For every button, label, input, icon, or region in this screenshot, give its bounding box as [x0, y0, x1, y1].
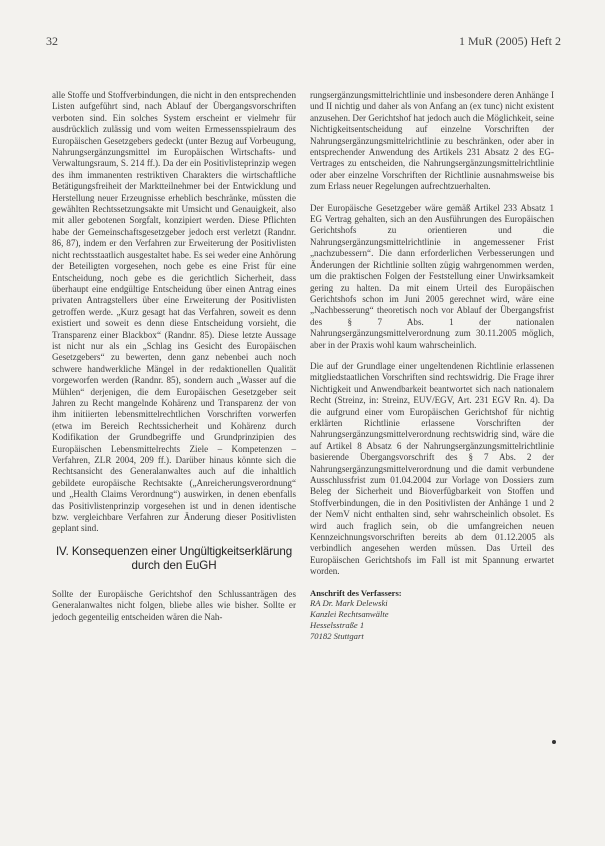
author-heading: Anschrift des Verfassers: — [310, 587, 402, 598]
right-column — [310, 90, 554, 642]
author-line: RA Dr. Mark Delewski — [310, 598, 388, 609]
section-heading: IV. Konsequenzen einer Ungültigkeitserklärung durch den EuGH — [55, 544, 293, 572]
author-line: 70182 Stuttgart — [310, 630, 364, 641]
body-paragraph: Der Europäische Gesetzgeber wäre gemäß Artikel 233 Absatz 1 EG Vertrag gehalten, sich an den Ausführungen des Europäischen Gerichtshofs zu orientieren und die Nahrungsergänzungsmittelrichtlinie in angemessener Frist „nachzubessern“. Die dann erforderlichen Verbesserungen und Änderungen der Richtlinie sollten zügig wahrgenommen werden, um die praktischen Folgen der Feststellung einer Unwirksamkeit gering zu halten. Da mit einem Urteil des Europäischen Gerichtshofs schon im Juni 2005 gerechnet wird, wäre eine „Nachbesserung“ theoretisch noch vor Ablauf der Übergangsfrist des § 7 Abs. 1 der nationalen Nahrungsergänzungsmittelverordnung zum 30.11.2005 möglich, aber in der Praxis wohl kaum wahrscheinlich. — [310, 202, 554, 350]
page-number: 32 — [46, 34, 58, 48]
body-paragraph: rungsergänzungsmittelrichtlinie und insbesondere deren Anhänge I und II nichtig und daher als von Anfang an (ex tunc) nicht existent anzusehen. Der Gerichtshof hat jedoch auch die Möglichkeit, seine Nichtigkeitsentscheidung auf einzelne Vorschriften der Nahrungsergänzungsmittelrichtlinie zu beschränken, oder aber in entsprechender Anwendung des Artikels 231 Absatz 2 des EG-Vertrages zu entscheiden, die Nahrungsergänzungsmittelrichtlinie oder aber einzelne Vorschriften der Richtlinie ausnahmsweise bis zum Erlass neuer Regelungen aufrechtzuerhalten. — [310, 90, 554, 192]
body-paragraph: alle Stoffe und Stoffverbindungen, die nicht in den entsprechenden Listen aufgeführt sind, nach Ablauf der Übergangsvorschriften verboten sind. Ein solches System erscheint er vielmehr für ausdrücklich zulässig und vom weiten Ermessensspielraum des Europäischen Gesetzgebers gedeckt (unter Bezug auf Vorbeugung, Nahrungsergänzungsmittel im Europäischen Wirtschafts- und Verwaltungsraum, S. 214 ff.). Da der ein Positivlisteprinzip wegen des ihm immanenten restriktiven Charakters die wirtschaftliche Betätigungsfreiheit der Marktteilnehmer bei der Entwicklung und Herstellung neuer Erzeugnisse erheblich beschränke, müssten die gewählten Rechtssetzungsakte mit Umsicht und Genauigkeit, also mit aller gebotenen Sorgfalt, konzipiert werden. Diese Pflichten habe der Gemeinschaftsgesetzgeber jedoch erst verletzt (Randnr. 86, 87), indem er den Verfahren zur Erweiterung der Positivlisten nicht rechtsstaatlich ausgestaltet habe. Es sei weder eine Anhörung der Beteiligten vorgesehen, noch gebe es eine Frist für eine Entscheidung, noch gebe es die gerichtlich Sicherheit, dass überhaupt eine endgültige Entscheidung über einen Antrag eines privaten Antragstellers über eine Erweiterung der Positivlisten getroffen werde. „Kurz gesagt hat das Verfahren, soweit es denn existiert und soweit es denn diese Entscheidung vorsieht, die Transparenz einer Blackbox“ (Randnr. 85). Diese letzte Aussage ist nicht nur als ein „Schlag ins Gesicht des Europäischen Gesetzgebers“ zu bewerten, denn ganz nebenbei auch noch schwere handwerkliche Mängel in der redaktionellen Qualität vorgeworfen werden (Randnr. 85), sondern auch „Wasser auf die Mühlen“ derjenigen, die dem Europäischen Gesetzgeber seit Jahren zu Recht mangelnde Kohärenz und Transparenz der von ihm initiierten lebensmittelrechtlichen Vorschriften vorwerfen (etwa im Bereich Rechtssicherheit und Kohärenz durch Kodifikation der Grundbegriffe und Grundprinzipien des Europäischen Lebensmittelrechts Ziele – Kompetenzen – Verfahren, ZLR 2004, 209 ff.). Darüber hinaus könnte sich die Rechtsansicht des Generalanwaltes auch auf die inhaltlich gebildete europäische Rechtsakte („Anreicherungsverordnung“ und „Health Claims Verordnung“) auswirken, in denen ebenfalls das Positivlistenprinzip vorgesehen ist und in denen identische bzw. vergleichbare Verfahren zur Änderung dieser Positivlisten geplant sind. — [52, 90, 296, 534]
page-header — [0, 0, 605, 70]
end-of-article-mark — [552, 740, 556, 744]
author-line: Kanzlei Rechtsanwälte — [310, 609, 389, 620]
body-paragraph: Die auf der Grundlage einer ungeltendenen Richtlinie erlassenen mitgliedstaatlichen Vorschriften sind rechtswidrig. Die Frage ihrer Nichtigkeit und Anwendbarkeit beantwortet sich nach nationalem Recht (Streinz, in: Streinz, EUV/EGV, Art. 231 EGV Rn. 4). Da die aufgrund einer vom Europäischen Gerichtshof für nichtig erklärten Richtlinie erlassene Vorschriften der Nahrungsergänzungsmittelverordnung rechtswidrig sind, wäre die auf Artikel 8 Absatz 6 der Nahrungsergänzungsmittelrichtlinie basierende Übergangsvorschrift des § 7 Abs. 2 der Nahrungsergänzungsmittelverordnung und die damit verbundene Ausschlussfrist zum 01.04.2004 zur Vorlage von Dossiers zum Beleg der Sicherheit und Bioverfügbarkeit von Stoffen und Stoffverbindungen, die in den Positivlisten der Anhänge 1 und 2 der NemV nicht enthalten sind, sehr wahrscheinlich obsolet. Es wird auch fraglich sein, ob die umfangreichen neuen Kennzeichnungsvorschriften bereits ab dem 01.12.2005 als verbindlich angesehen werden müssen. Das Urteil des Europäischen Gerichtshofs im Fall ist mit Spannung erwartet worden. — [310, 360, 554, 577]
left-column — [52, 90, 296, 633]
author-line: Hesselsstraße 1 — [310, 620, 365, 631]
body-paragraph: Sollte der Europäische Gerichtshof den Schlussanträgen des Generalanwaltes nicht folgen, bliebe alles wie bisher. Sollte er jedoch gegenteilig entscheiden wären die Nah- — [52, 588, 296, 622]
journal-reference: 1 MuR (2005) Heft 2 — [459, 34, 561, 48]
author-address — [310, 588, 554, 642]
